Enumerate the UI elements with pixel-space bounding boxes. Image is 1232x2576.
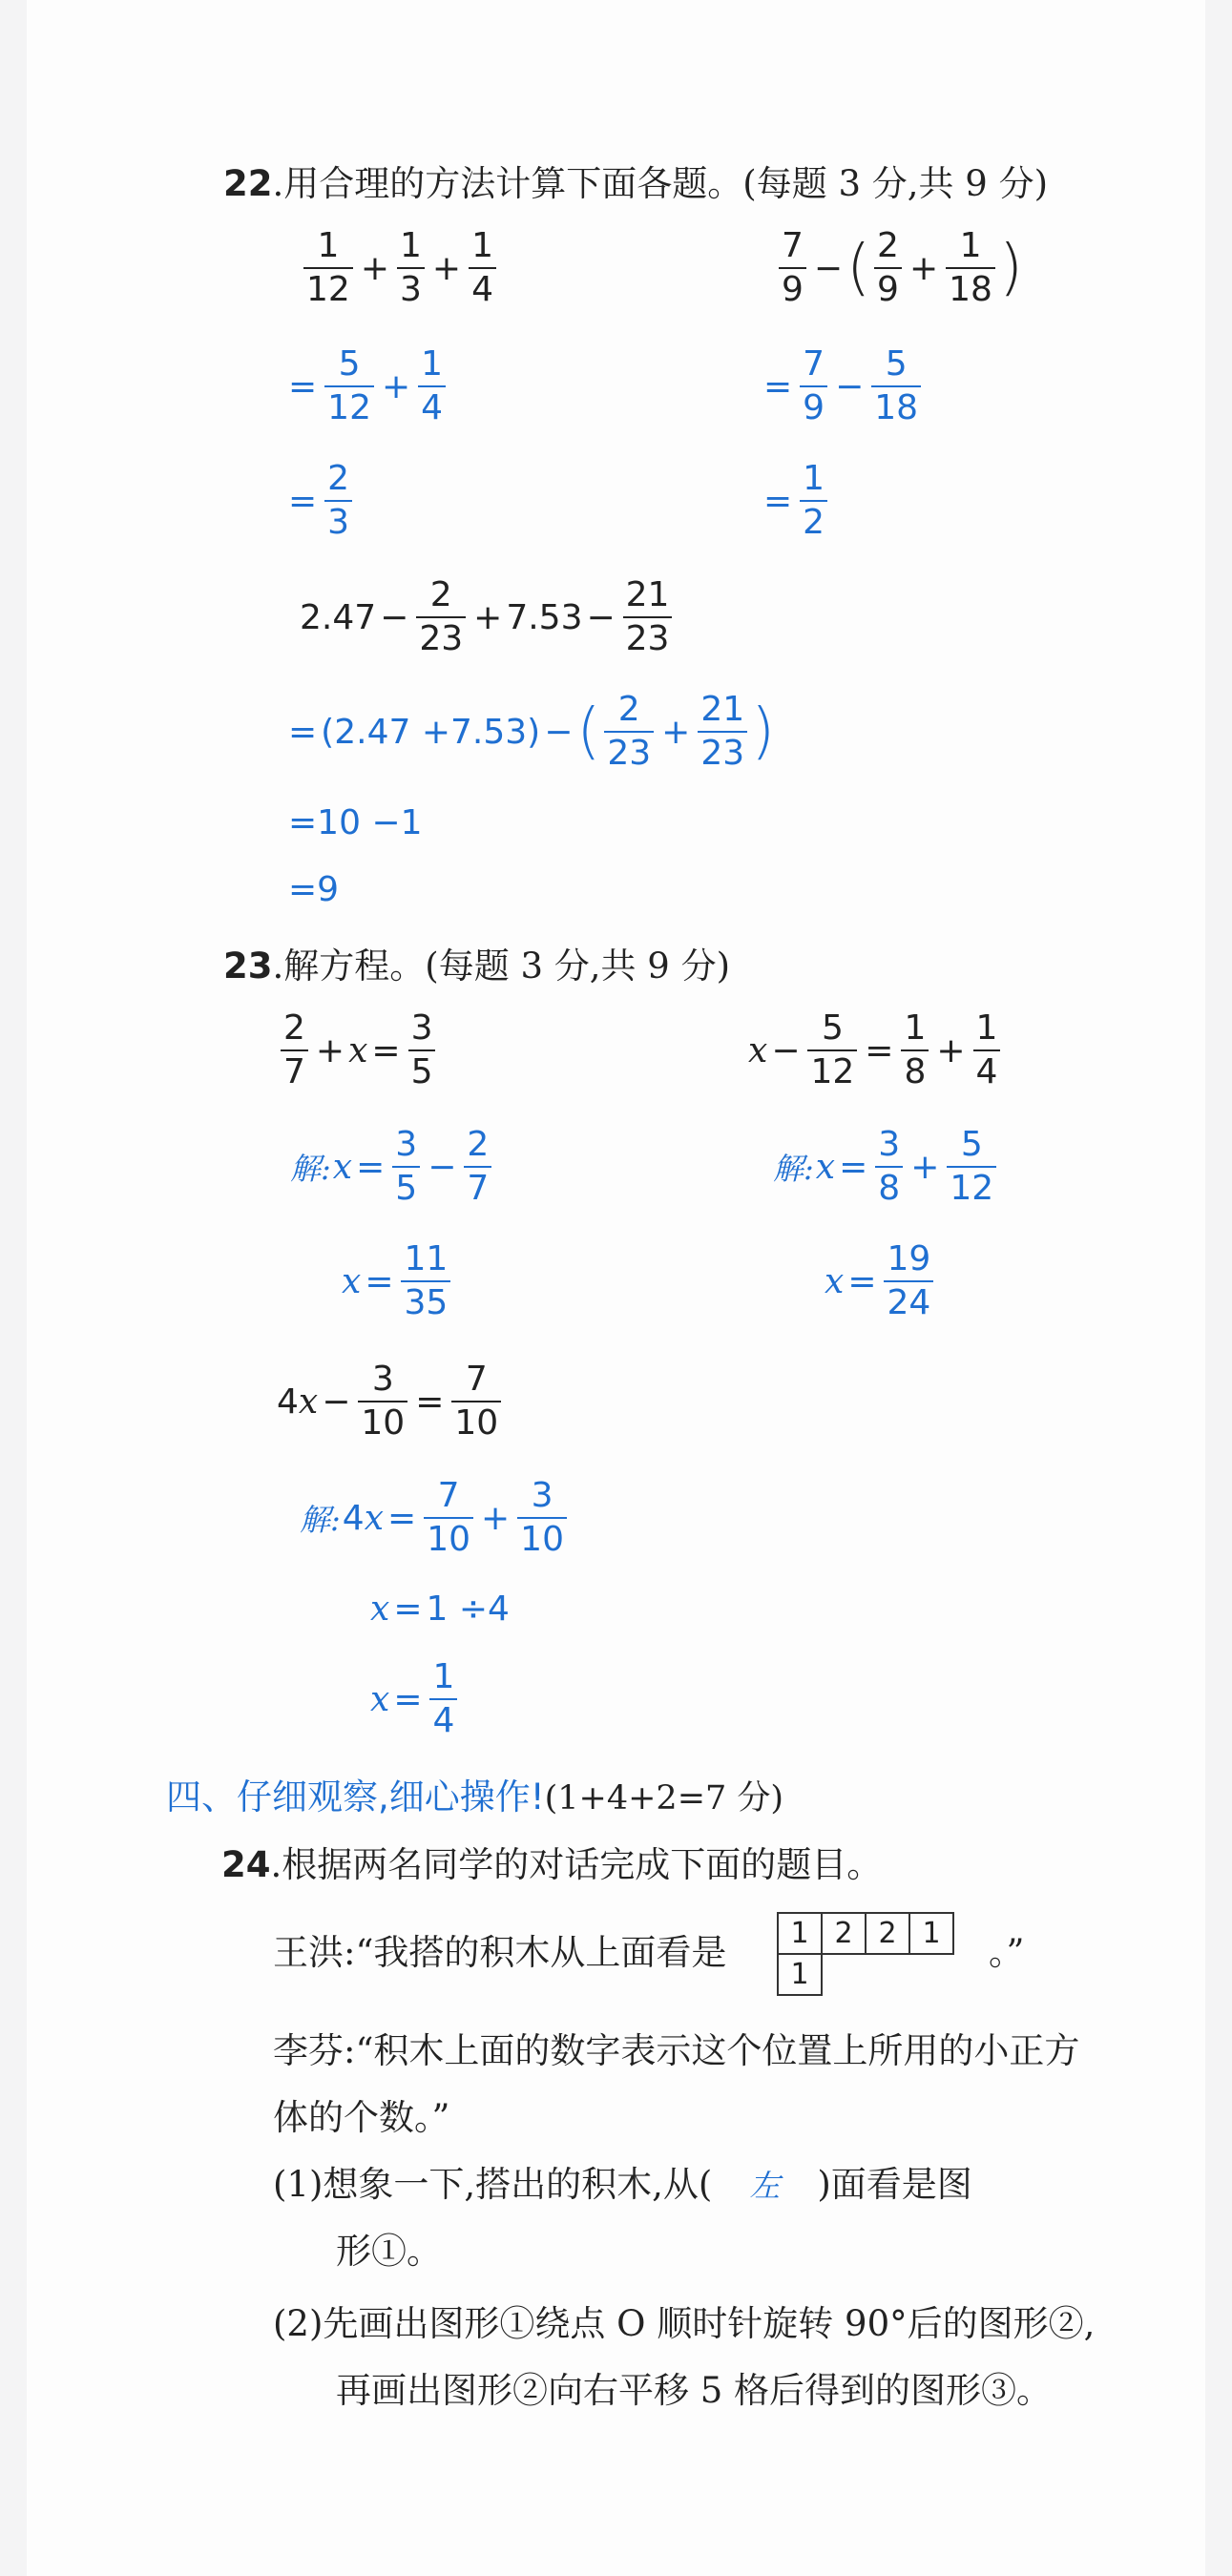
sub-question-2-line-1: (2)先画出图形①绕点 O 顺时针旋转 90°后的图形②, — [273, 2303, 1096, 2344]
q22-problem-2: 7 9 − ( 2 9 + $\frac{1}{18}$ ) — [775, 225, 1023, 311]
q23-equation-3-step-1: 解: 4 x = $\frac{7}{10}$ + $\frac{3}{10}$ — [300, 1475, 571, 1561]
grid-cell: 1 — [778, 1954, 822, 1995]
question-24-heading: 24.根据两名同学的对话完成下面的题目。 — [221, 1844, 883, 1885]
q23-equation-2-step-2: x = $\frac{19}{24}$ — [825, 1238, 937, 1324]
sub-question-1-line-1: (1)想象一下,搭出的积木,从( 左 )面看是图 — [273, 2164, 972, 2205]
q22-problem-3-step-1: = (2.47 +7.53) − ( 2 23 + $\frac{21}{23}$ ) — [288, 690, 776, 773]
question-23-heading: 23.解方程。(每题 3 分,共 9 分) — [223, 945, 731, 987]
section-4-heading: 四、仔细观察,细心操作!(1+4+2=7 分) — [166, 1776, 784, 1818]
sub-question-2-line-2: 再画出图形②向右平移 5 格后得到的图形③。 — [336, 2370, 1053, 2411]
q22-problem-2-step-2: = $\frac{1}{2}$ — [760, 458, 831, 544]
q23-equation-3-step-2: x = 1 ÷4 — [370, 1589, 510, 1629]
wang-hong-quote: 王洪:“我搭的积木从上面看是 — [273, 1932, 727, 1973]
wang-hong-quote-end: 。” — [989, 1932, 1025, 1973]
li-fen-quote-line-1: 李芬:“积木上面的数字表示这个位置上所用的小正方 — [273, 2030, 1080, 2071]
grid-cell: 1 — [778, 1913, 822, 1954]
q22-problem-1: 1 12 + $\frac{1}{3}$ + $\frac{1}{4}$ — [300, 225, 500, 311]
sub-question-1-line-2: 形①。 — [336, 2231, 442, 2272]
grid-cell: 2 — [866, 1913, 909, 1954]
q23-equation-3: 4 x − $\frac{3}{10}$ = $\frac{7}{10}$ — [277, 1359, 505, 1444]
q22-problem-1-step-2: = $\frac{2}{3}$ — [284, 458, 356, 544]
grid-cell: 2 — [822, 1913, 866, 1954]
top-view-grid — [777, 1912, 954, 1996]
worksheet-page — [27, 0, 1205, 2576]
q23-equation-1: 2 7 + x = $\frac{3}{5}$ — [277, 1008, 439, 1093]
grid-cell: 1 — [909, 1913, 953, 1954]
question-22-heading: 22.用合理的方法计算下面各题。(每题 3 分,共 9 分) — [223, 163, 1049, 204]
answer-blank-1: 左 — [749, 2168, 781, 2204]
q23-equation-2-step-1: 解: x = $\frac{3}{8}$ + $\frac{5}{12}$ — [773, 1124, 1000, 1210]
li-fen-quote-line-2: 体的个数。” — [273, 2097, 450, 2138]
q23-equation-2: x − $\frac{5}{12}$ = $\frac{1}{8}$ + $\frac{1}{4}$ — [748, 1008, 1004, 1093]
q22-problem-2-step-1: = $\frac{7}{9}$ − $\frac{5}{18}$ — [760, 343, 925, 429]
q22-problem-3-step-3: =9 — [288, 870, 340, 909]
q23-equation-1-step-2: x = $\frac{11}{35}$ — [342, 1238, 454, 1324]
q23-equation-1-step-1: 解: x = $\frac{3}{5}$ − $\frac{2}{7}$ — [290, 1124, 495, 1210]
q23-equation-3-step-3: x = $\frac{1}{4}$ — [370, 1656, 461, 1742]
q22-problem-3: 2.47 − $\frac{2}{23}$ + 7.53 − $\frac{21}{23}$ — [300, 574, 676, 660]
q22-problem-1-step-1: = $\frac{5}{12}$ + $\frac{1}{4}$ — [284, 343, 449, 429]
q22-problem-3-step-2: =10 −1 — [288, 803, 423, 842]
